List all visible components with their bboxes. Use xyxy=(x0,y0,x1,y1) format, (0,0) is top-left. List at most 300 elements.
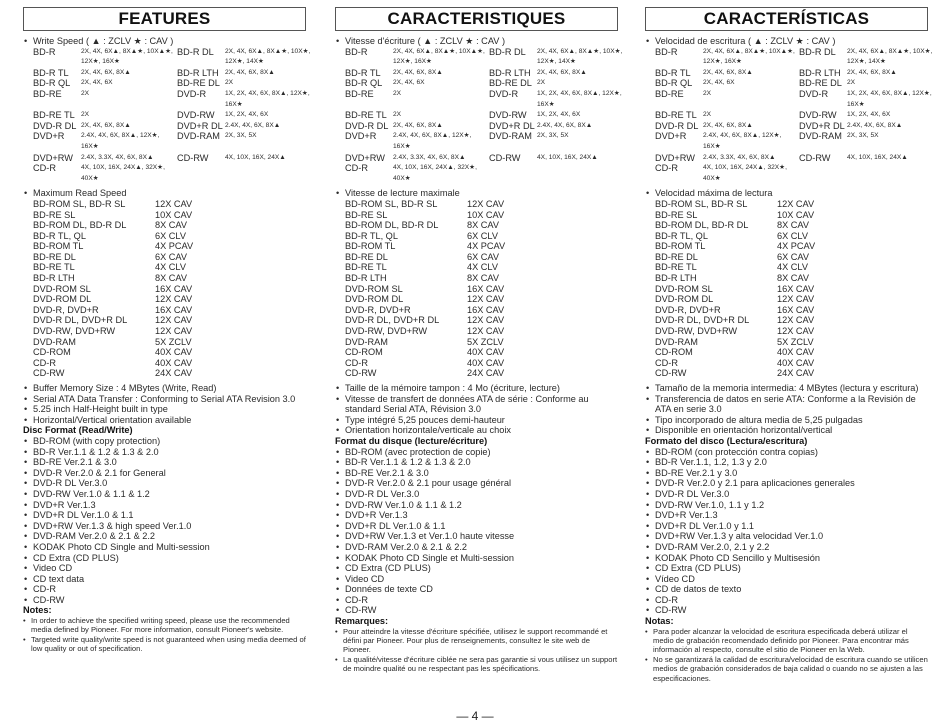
read-media-type: DVD-ROM SL xyxy=(33,283,91,294)
read-speed-value: 4X CLV xyxy=(155,262,186,273)
notes-title: Remarques: xyxy=(335,616,389,627)
media-type: DVD-R DL xyxy=(345,120,389,131)
media-type: DVD-RAM xyxy=(489,131,532,142)
note-item: • Pour atteindre la vitesse d'écriture spécifiée, utilisez le support recommandé et défini par Pioneer. Pour plus de renseignements, consultez le site web de Pioneer. xyxy=(335,627,618,655)
disc-format-item: • DVD-R DL Ver.3.0 xyxy=(645,489,928,500)
media-type: DVD+R xyxy=(345,131,377,142)
media-type: DVD-R DL xyxy=(33,120,77,131)
write-speed-values: 1X, 2X, 4X, 6X, 8X▲, 12X★, 16X★ xyxy=(225,89,310,108)
read-media-type: BD-ROM SL, BD-R SL xyxy=(345,198,438,209)
disc-format-item: • DVD+R DL Ver.1.0 y 1.1 xyxy=(645,521,928,532)
media-type: DVD-R DL xyxy=(655,120,699,131)
read-speed-value: 6X CLV xyxy=(777,230,808,241)
write-speed-values: 2X, 4X, 6X▲, 8X▲★, 10X★, 12X★, 14X★ xyxy=(537,47,623,66)
write-speed-values: 1X, 2X, 4X, 6X xyxy=(225,111,269,119)
read-media-type: BD-RE TL xyxy=(33,262,75,273)
read-speed-value: 10X CAV xyxy=(467,209,505,220)
read-media-type: DVD-RAM xyxy=(655,336,698,347)
read-speed-title: • Maximum Read Speed xyxy=(23,188,306,199)
write-speed-values: 4X, 10X, 16X, 24X▲, 32X★, 40X★ xyxy=(703,164,787,182)
read-media-type: BD-R LTH xyxy=(33,273,75,284)
media-type: DVD-RW xyxy=(799,110,837,121)
disc-format-item: • DVD-R Ver.2.0 & 2.1 pour usage général xyxy=(335,478,618,489)
media-type: CD-R xyxy=(655,163,678,174)
read-speed-value: 6X CAV xyxy=(467,251,499,262)
media-type: BD-RE xyxy=(33,88,62,99)
read-speed-value: 4X PCAV xyxy=(777,241,816,252)
write-speed-values: 2X xyxy=(393,89,402,97)
disc-format-item: • BD-R Ver.1.1 & 1.2 & 1.3 & 2.0 xyxy=(23,447,306,458)
read-media-type: DVD-ROM DL xyxy=(345,294,404,305)
column-english xyxy=(23,7,311,654)
write-speed-title: • Velocidad de escritura ( ▲ : ZCLV ★ : CAV ) xyxy=(645,36,928,47)
write-speed-values: 2X xyxy=(81,111,90,119)
write-speed-values: 4X, 10X, 16X, 24X▲, 32X★, 40X★ xyxy=(393,164,477,182)
write-speed-values: 2X, 4X, 6X xyxy=(393,79,425,87)
note-item: • Targeted write quality/write speed is not guaranteed when using media deemed of low quality or out of specification. xyxy=(23,635,306,654)
spec-item: • Serial ATA Data Transfer : Conforming to Serial ATA Revision 3.0 xyxy=(23,394,306,405)
read-media-type: BD-RE DL xyxy=(345,251,388,262)
write-speed-values: 2X, 3X, 5X xyxy=(537,132,569,140)
media-type: BD-RE xyxy=(655,88,684,99)
write-speed-values: 2X, 4X, 6X▲, 8X▲★, 10X★, 12X★, 14X★ xyxy=(847,47,933,66)
write-speed-table xyxy=(335,46,623,185)
spec-item: • Tipo incorporado de altura media de 5,25 pulgadas xyxy=(645,415,928,426)
media-type: BD-R DL xyxy=(177,46,214,57)
disc-format-item: • CD text data xyxy=(23,574,306,585)
read-media-type: CD-ROM xyxy=(655,347,693,358)
spec-item: • Tamaño de la memoria intermedia: 4 MBytes (lectura y escritura) xyxy=(645,383,928,394)
section-heading: FEATURES xyxy=(23,7,306,31)
read-speed-value: 8X CAV xyxy=(155,220,187,231)
write-speed-values: 2X, 4X, 6X▲, 8X▲★, 10X▲★, 12X★, 16X★ xyxy=(393,47,485,66)
section-heading: CARACTERÍSTICAS xyxy=(645,7,928,31)
write-speed-values: 2X, 4X, 6X, 8X▲ xyxy=(703,68,753,76)
read-speed-value: 6X CAV xyxy=(777,251,809,262)
media-type: BD-RE DL xyxy=(489,78,532,89)
write-speed-values: 2X, 3X, 5X xyxy=(225,132,257,140)
read-media-type: BD-ROM DL, BD-R DL xyxy=(655,220,749,231)
disc-format-item: • DVD-RW Ver.1.0 & 1.1 & 1.2 xyxy=(23,489,306,500)
media-type: BD-RE TL xyxy=(33,110,75,121)
media-type: CD-RW xyxy=(489,152,521,163)
write-speed-values: 2X, 4X, 6X xyxy=(703,79,735,87)
read-media-type: DVD-R, DVD+R xyxy=(655,304,721,315)
disc-format-item: • CD Extra (CD PLUS) xyxy=(645,563,928,574)
media-type: BD-R LTH xyxy=(489,67,531,78)
read-speed-table xyxy=(335,199,618,379)
write-speed-values: 2.4X, 3.3X, 4X, 6X, 8X▲ xyxy=(81,153,154,161)
media-type: DVD+R DL xyxy=(799,120,845,131)
disc-format-item: • BD-RE Ver.2.1 y 3.0 xyxy=(645,468,928,479)
media-type: DVD-R xyxy=(489,88,519,99)
write-speed-values: 2.4X, 3.3X, 4X, 6X, 8X▲ xyxy=(393,153,466,161)
disc-format-item: • DVD+R Ver.1.3 xyxy=(645,510,928,521)
read-media-type: BD-R TL, QL xyxy=(345,230,398,241)
notes-title: Notas: xyxy=(645,616,674,627)
read-speed-value: 8X CAV xyxy=(777,273,809,284)
media-type xyxy=(177,163,225,184)
disc-format-item: • DVD+R Ver.1.3 xyxy=(23,500,306,511)
section-content xyxy=(335,36,623,674)
read-speed-value: 10X CAV xyxy=(777,209,815,220)
disc-format-title: Disc Format (Read/Write) xyxy=(23,425,133,436)
read-media-type: BD-RE SL xyxy=(655,209,698,220)
read-speed-value: 5X ZCLV xyxy=(467,336,504,347)
spec-item: • Type intégré 5,25 pouces demi-hauteur xyxy=(335,415,618,426)
disc-format-item: • CD-R xyxy=(335,595,618,606)
disc-format-item: • BD-RE Ver.2.1 & 3.0 xyxy=(335,468,618,479)
disc-format-item: • BD-ROM (avec protection de copie) xyxy=(335,447,618,458)
read-speed-value: 12X CAV xyxy=(467,326,505,337)
disc-format-item: • BD-RE Ver.2.1 & 3.0 xyxy=(23,457,306,468)
media-type: DVD+R xyxy=(33,131,65,142)
read-speed-value: 4X CLV xyxy=(777,262,808,273)
write-speed-values: 2X xyxy=(225,79,234,87)
disc-format-item: • KODAK Photo CD Single and Multi-session xyxy=(23,542,306,553)
media-type: DVD-R xyxy=(799,88,829,99)
read-speed-value: 12X CAV xyxy=(777,315,815,326)
disc-format-item: • CD Extra (CD PLUS) xyxy=(23,553,306,564)
disc-format-item: • DVD-RAM Ver.2.0, 2.1 y 2.2 xyxy=(645,542,928,553)
read-media-type: DVD-R, DVD+R xyxy=(33,304,99,315)
read-speed-value: 40X CAV xyxy=(467,357,505,368)
write-speed-values: 2.4X, 4X, 6X, 8X▲, 12X★, 16X★ xyxy=(703,132,782,150)
disc-format-item: • Video CD xyxy=(335,574,618,585)
read-media-type: BD-ROM TL xyxy=(655,241,706,252)
read-speed-title: • Vitesse de lecture maximale xyxy=(335,188,618,199)
write-speed-values: 2X xyxy=(393,111,402,119)
media-type: DVD-R xyxy=(177,88,207,99)
disc-format-item: • Video CD xyxy=(23,563,306,574)
media-type: BD-R TL xyxy=(345,67,381,78)
read-media-type: CD-ROM xyxy=(33,347,71,358)
disc-format-title: Formato del disco (Lectura/escritura) xyxy=(645,435,808,446)
notes-title: Notes: xyxy=(23,605,52,616)
read-media-type: CD-RW xyxy=(345,368,377,379)
write-speed-values: 2X, 4X, 6X▲, 8X▲★, 10X▲★, 12X★, 16X★ xyxy=(81,47,173,66)
disc-format-item: • DVD-R DL Ver.3.0 xyxy=(23,478,306,489)
read-media-type: CD-R xyxy=(345,357,368,368)
write-speed-values: 4X, 10X, 16X, 24X▲ xyxy=(847,153,908,161)
write-speed-values: 2X, 4X, 6X xyxy=(81,79,113,87)
spec-item: • Horizontal/Vertical orientation available xyxy=(23,415,306,426)
read-media-type: DVD-RW, DVD+RW xyxy=(345,326,428,337)
disc-format-item: • BD-ROM (with copy protection) xyxy=(23,436,306,447)
disc-format-item: • DVD+RW Ver.1.3 & high speed Ver.1.0 xyxy=(23,521,306,532)
read-speed-value: 12X CAV xyxy=(155,326,193,337)
disc-format-item: • Données de texte CD xyxy=(335,584,618,595)
media-type: DVD+RW xyxy=(345,152,385,163)
read-speed-value: 4X PCAV xyxy=(155,241,194,252)
disc-format-item: • CD-R xyxy=(645,595,928,606)
spec-item: • Orientation horizontale/verticale au choix xyxy=(335,425,618,436)
read-speed-value: 6X CLV xyxy=(155,230,186,241)
disc-format-item: • KODAK Photo CD Single et Multi-session xyxy=(335,553,618,564)
read-speed-value: 40X CAV xyxy=(155,357,193,368)
read-speed-table xyxy=(23,199,306,379)
note-item: • La qualité/vitesse d'écriture ciblée ne sera pas garantie si vous utilisez un support de moindre qualité ou ne respectant pas les spécifications. xyxy=(335,655,618,674)
write-speed-values xyxy=(847,163,938,184)
spec-item: • Transferencia de datos en serie ATA: Conforme a la Revisión de ATA en serie 3.0 xyxy=(645,394,928,415)
media-type: BD-RE TL xyxy=(345,110,387,121)
read-speed-value: 4X CLV xyxy=(467,262,498,273)
write-speed-values: 2X, 4X, 6X, 8X▲ xyxy=(225,68,275,76)
read-media-type: CD-R xyxy=(33,357,56,368)
media-type: DVD+R xyxy=(655,131,687,142)
disc-format-title: Format du disque (lecture/écriture) xyxy=(335,435,488,446)
spec-item: • Vitesse de transfert de données ATA de série : Conforme au standard Serial ATA, Révision 3.0 xyxy=(335,394,618,415)
read-media-type: DVD-RAM xyxy=(33,336,76,347)
read-media-type: CD-R xyxy=(655,357,678,368)
write-speed-values: 2.4X, 4X, 6X, 8X▲ xyxy=(225,121,281,129)
read-speed-value: 8X CAV xyxy=(777,220,809,231)
section-heading: CARACTERISTIQUES xyxy=(335,7,618,31)
read-media-type: BD-ROM DL, BD-R DL xyxy=(33,220,127,231)
write-speed-values: 2X, 4X, 6X, 8X▲ xyxy=(847,68,897,76)
read-media-type: CD-ROM xyxy=(345,347,383,358)
media-type: CD-RW xyxy=(799,152,831,163)
write-speed-values: 1X, 2X, 4X, 6X, 8X▲, 12X★, 16X★ xyxy=(847,89,932,108)
media-type: DVD+R DL xyxy=(177,120,223,131)
write-speed-values: 2X xyxy=(703,89,712,97)
disc-format-item: • DVD+R DL Ver.1.0 & 1.1 xyxy=(23,510,306,521)
read-speed-value: 10X CAV xyxy=(155,209,193,220)
read-media-type: CD-RW xyxy=(33,368,65,379)
column-french xyxy=(335,7,623,674)
read-speed-value: 16X CAV xyxy=(467,283,505,294)
write-speed-values: 2.4X, 4X, 6X, 8X▲, 12X★, 16X★ xyxy=(81,132,160,150)
spec-item: • Disponible en orientación horizontal/vertical xyxy=(645,425,928,436)
read-media-type: DVD-R, DVD+R xyxy=(345,304,411,315)
disc-format-item: • BD-R Ver.1.1 & 1.2 & 1.3 & 2.0 xyxy=(335,457,618,468)
write-speed-values: 1X, 2X, 4X, 6X xyxy=(537,111,581,119)
read-speed-value: 8X CAV xyxy=(155,273,187,284)
write-speed-table xyxy=(645,46,933,185)
write-speed-values: 4X, 10X, 16X, 24X▲ xyxy=(225,153,286,161)
read-media-type: BD-RE TL xyxy=(345,262,387,273)
read-speed-value: 16X CAV xyxy=(777,304,815,315)
write-speed-values: 4X, 10X, 16X, 24X▲ xyxy=(537,153,598,161)
disc-format-item: • BD-R Ver.1.1, 1.2, 1.3 y 2.0 xyxy=(645,457,928,468)
read-speed-value: 12X CAV xyxy=(777,326,815,337)
spec-item: • Taille de la mémoire tampon : 4 Mo (écriture, lecture) xyxy=(335,383,618,394)
disc-format-item: • CD-RW xyxy=(23,595,306,606)
read-speed-value: 6X CLV xyxy=(467,230,498,241)
read-speed-value: 12X CAV xyxy=(777,294,815,305)
read-speed-value: 24X CAV xyxy=(777,368,815,379)
read-media-type: BD-R TL, QL xyxy=(33,230,86,241)
note-item: • Para poder alcanzar la velocidad de escritura especificada deberá utilizar el medio de grabación recomendado definido por Pioneer. Para encontrar más información al respecto, consulte el sitio de Pioneer en la Web. xyxy=(645,627,928,655)
read-speed-value: 24X CAV xyxy=(155,368,193,379)
media-type: BD-R LTH xyxy=(799,67,841,78)
write-speed-values: 2.4X, 4X, 6X, 8X▲, 12X★, 16X★ xyxy=(393,132,472,150)
write-speed-values: 2X, 4X, 6X▲, 8X▲★, 10X▲★, 12X★, 16X★ xyxy=(703,47,795,66)
disc-format-item: • BD-ROM (con protección contra copias) xyxy=(645,447,928,458)
media-type: BD-RE DL xyxy=(799,78,842,89)
media-type: DVD-RW xyxy=(177,110,215,121)
read-media-type: DVD-R DL, DVD+R DL xyxy=(33,315,128,326)
read-media-type: DVD-ROM DL xyxy=(655,294,714,305)
read-media-type: BD-R LTH xyxy=(345,273,387,284)
read-media-type: BD-R LTH xyxy=(655,273,697,284)
read-media-type: BD-ROM DL, BD-R DL xyxy=(345,220,439,231)
media-type: DVD+RW xyxy=(33,152,73,163)
media-type: BD-R QL xyxy=(345,78,383,89)
read-speed-value: 6X CAV xyxy=(155,251,187,262)
read-media-type: BD-RE TL xyxy=(655,262,697,273)
read-media-type: BD-R TL, QL xyxy=(655,230,708,241)
read-media-type: DVD-ROM SL xyxy=(655,283,713,294)
write-speed-values: 2X xyxy=(81,89,90,97)
read-media-type: CD-RW xyxy=(655,368,687,379)
write-speed-values: 2X, 3X, 5X xyxy=(847,132,879,140)
read-speed-value: 16X CAV xyxy=(777,283,815,294)
write-speed-values xyxy=(537,163,628,184)
read-speed-value: 5X ZCLV xyxy=(155,336,192,347)
read-speed-value: 16X CAV xyxy=(467,304,505,315)
disc-format-item: • CD-RW xyxy=(335,605,618,616)
read-speed-value: 12X CAV xyxy=(155,315,193,326)
media-type: DVD-RW xyxy=(489,110,527,121)
read-speed-value: 12X CAV xyxy=(467,315,505,326)
disc-format-item: • DVD-RAM Ver.2.0 & 2.1 & 2.2 xyxy=(335,542,618,553)
note-item: • No se garantizará la calidad de escritura/velocidad de escritura cuando se utilicen medios de grabación considerados de baja calidad o cuando no se ajusten a las especificaciones. xyxy=(645,655,928,683)
media-type: CD-R xyxy=(33,163,56,174)
read-speed-value: 40X CAV xyxy=(777,357,815,368)
read-speed-value: 12X CAV xyxy=(155,294,193,305)
write-speed-values: 2.4X, 4X, 6X, 8X▲ xyxy=(847,121,903,129)
write-speed-values: 2X, 4X, 6X, 8X▲ xyxy=(81,68,131,76)
write-speed-values: 2X xyxy=(537,79,546,87)
read-speed-value: 16X CAV xyxy=(155,304,193,315)
media-type: DVD+R DL xyxy=(489,120,535,131)
spec-item: • Buffer Memory Size : 4 MBytes (Write, Read) xyxy=(23,383,306,394)
write-speed-values: 1X, 2X, 4X, 6X xyxy=(847,111,891,119)
read-speed-value: 5X ZCLV xyxy=(777,336,814,347)
read-media-type: DVD-ROM DL xyxy=(33,294,92,305)
disc-format-item: • DVD-RAM Ver.2.0 & 2.1 & 2.2 xyxy=(23,531,306,542)
disc-format-item: • DVD-R Ver.2.0 & 2.1 for General xyxy=(23,468,306,479)
media-type: BD-R xyxy=(655,46,678,57)
media-type: CD-RW xyxy=(177,152,209,163)
media-type xyxy=(489,163,537,184)
read-media-type: DVD-RAM xyxy=(345,336,388,347)
column-spanish xyxy=(645,7,933,683)
disc-format-item: • DVD-RW Ver.1.0 & 1.1 & 1.2 xyxy=(335,500,618,511)
media-type: BD-R xyxy=(33,46,56,57)
read-media-type: BD-RE SL xyxy=(33,209,76,220)
read-speed-value: 16X CAV xyxy=(155,283,193,294)
media-type: BD-R LTH xyxy=(177,67,219,78)
read-speed-value: 12X CAV xyxy=(155,198,193,209)
write-speed-title: • Vitesse d'écriture ( ▲ : ZCLV ★ : CAV ) xyxy=(335,36,618,47)
media-type: BD-R QL xyxy=(33,78,71,89)
read-speed-value: 12X CAV xyxy=(467,294,505,305)
disc-format-item: • CD-R xyxy=(23,584,306,595)
write-speed-values xyxy=(225,163,316,184)
write-speed-values: 2X, 4X, 6X, 8X▲ xyxy=(81,121,131,129)
disc-format-item: • DVD-RW Ver.1.0, 1.1 y 1.2 xyxy=(645,500,928,511)
media-type xyxy=(799,163,847,184)
write-speed-values: 2X, 4X, 6X, 8X▲ xyxy=(393,121,443,129)
disc-format-item: • DVD+R DL Ver.1.0 & 1.1 xyxy=(335,521,618,532)
read-media-type: BD-ROM TL xyxy=(33,241,84,252)
write-speed-values: 2X, 4X, 6X▲, 8X▲★, 10X★, 12X★, 14X★ xyxy=(225,47,311,66)
write-speed-values: 4X, 10X, 16X, 24X▲, 32X★, 40X★ xyxy=(81,164,165,182)
disc-format-item: • DVD+R Ver.1.3 xyxy=(335,510,618,521)
write-speed-values: 2X, 4X, 6X, 8X▲ xyxy=(703,121,753,129)
write-speed-values: 2X xyxy=(703,111,712,119)
read-media-type: BD-RE SL xyxy=(345,209,388,220)
read-media-type: DVD-R DL, DVD+R DL xyxy=(655,315,750,326)
disc-format-item: • DVD-R Ver.2.0 y 2.1 para aplicaciones generales xyxy=(645,478,928,489)
read-media-type: DVD-RW, DVD+RW xyxy=(33,326,116,337)
media-type: BD-R TL xyxy=(33,67,69,78)
media-type: BD-R TL xyxy=(655,67,691,78)
disc-format-item: • DVD-R DL Ver.3.0 xyxy=(335,489,618,500)
media-type: BD-R DL xyxy=(489,46,526,57)
read-speed-title: • Velocidad máxima de lectura xyxy=(645,188,928,199)
read-media-type: BD-ROM TL xyxy=(345,241,396,252)
media-type: CD-R xyxy=(345,163,368,174)
read-media-type: BD-RE DL xyxy=(33,251,76,262)
media-type: DVD+RW xyxy=(655,152,695,163)
disc-format-item: • KODAK Photo CD Sencillo y Multisesión xyxy=(645,553,928,564)
disc-format-item: • CD de datos de texto xyxy=(645,584,928,595)
read-speed-value: 12X CAV xyxy=(777,198,815,209)
read-media-type: BD-ROM SL, BD-R SL xyxy=(33,198,126,209)
media-type: DVD-RAM xyxy=(177,131,220,142)
read-speed-value: 40X CAV xyxy=(777,347,815,358)
write-speed-values: 2X, 4X, 6X, 8X▲ xyxy=(537,68,587,76)
spec-item: • 5.25 inch Half-Height built in type xyxy=(23,404,306,415)
disc-format-item: • DVD+RW Ver.1.3 et Ver.1.0 haute vitesse xyxy=(335,531,618,542)
read-media-type: DVD-RW, DVD+RW xyxy=(655,326,738,337)
read-speed-value: 24X CAV xyxy=(467,368,505,379)
read-speed-table xyxy=(645,199,928,379)
write-speed-table xyxy=(23,46,311,185)
write-speed-values: 2X, 4X, 6X, 8X▲ xyxy=(393,68,443,76)
disc-format-item: • Vídeo CD xyxy=(645,574,928,585)
read-speed-value: 8X CAV xyxy=(467,220,499,231)
disc-format-item: • CD-RW xyxy=(645,605,928,616)
media-type: BD-R DL xyxy=(799,46,836,57)
read-speed-value: 4X PCAV xyxy=(467,241,506,252)
read-speed-value: 40X CAV xyxy=(155,347,193,358)
write-speed-values: 1X, 2X, 4X, 6X, 8X▲, 12X★, 16X★ xyxy=(537,89,622,108)
read-speed-value: 40X CAV xyxy=(467,347,505,358)
write-speed-values: 2.4X, 3.3X, 4X, 6X, 8X▲ xyxy=(703,153,776,161)
disc-format-item: • CD Extra (CD PLUS) xyxy=(335,563,618,574)
read-media-type: BD-RE DL xyxy=(655,251,698,262)
read-speed-value: 12X CAV xyxy=(467,198,505,209)
read-speed-value: 8X CAV xyxy=(467,273,499,284)
media-type: BD-R xyxy=(345,46,368,57)
media-type: BD-RE xyxy=(345,88,374,99)
media-type: BD-RE TL xyxy=(655,110,697,121)
disc-format-item: • DVD+RW Ver.1.3 y alta velocidad Ver.1.0 xyxy=(645,531,928,542)
media-type: BD-R QL xyxy=(655,78,693,89)
write-speed-title: • Write Speed ( ▲ : ZCLV ★ : CAV ) xyxy=(23,36,306,47)
write-speed-values: 2.4X, 4X, 6X, 8X▲ xyxy=(537,121,593,129)
read-media-type: BD-ROM SL, BD-R SL xyxy=(655,198,748,209)
media-type: BD-RE DL xyxy=(177,78,220,89)
section-content xyxy=(645,36,933,683)
read-media-type: DVD-R DL, DVD+R DL xyxy=(345,315,440,326)
read-media-type: DVD-ROM SL xyxy=(345,283,403,294)
write-speed-values: 2X xyxy=(847,79,856,87)
